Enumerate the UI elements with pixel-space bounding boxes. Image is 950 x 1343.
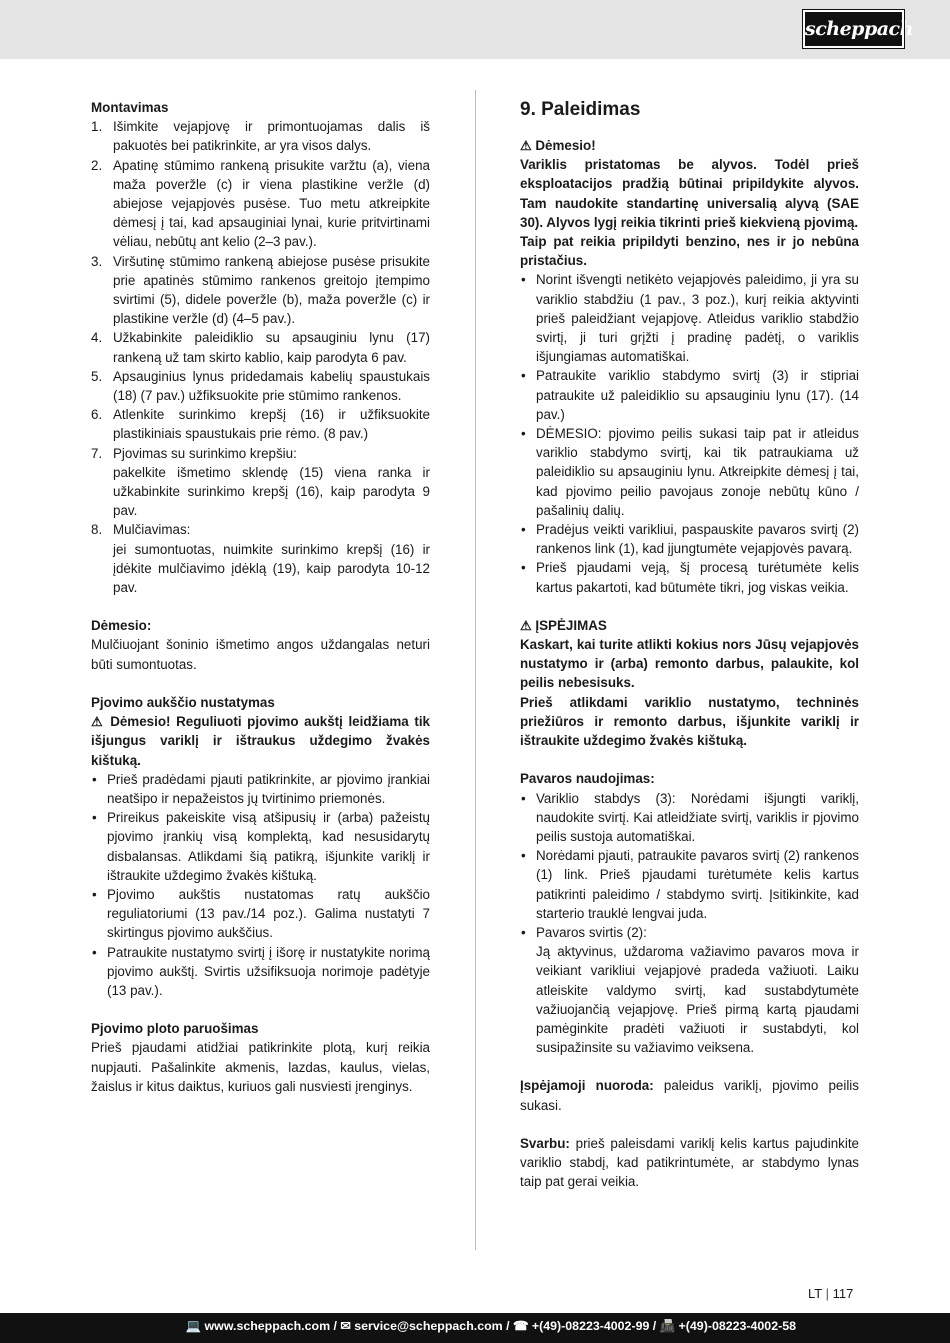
oil-notice: Variklis pristatomas be alyvos. Todėl prieš eksploatacijos pradžią būtinai pripildykite alyvos. Tam naudokite standartinę universalią alyvą (SAE 30). Alyvos lygį reikia tikrinti prieš kiekvieną pjovimą.: [520, 157, 859, 230]
warning-icon: ⚠: [520, 617, 532, 633]
ispejimas-heading: ⚠ ĮSPĖJIMAS: [520, 617, 607, 633]
pavaros-heading: Pavaros naudojimas:: [520, 771, 655, 787]
list-item: 3. Viršutinę stūmimo rankeną abiejose pusėse prisukite prie apatinės stūmimo rankenos greitojo įtempimo svirtimi (5), didele poveržle (b), maža poveržle (c) ir plastikine veržle (d) (4–5 pav.).: [91, 253, 430, 327]
pjovimo-aukstis-heading: Pjovimo aukščio nustatymas: [91, 694, 275, 710]
footer-bar: [0, 1313, 950, 1343]
list-item: • Patraukite nustatymo svirtį į išorę ir nustatykite norimą pjovimo aukštį. Svirtis užsifiksuoja norimoje padėtyje (13 pav.).: [91, 943, 430, 1001]
brand-logo: scheppach: [803, 10, 904, 48]
list-item: • Prieš pradėdami pjauti patikrinkite, ar pjovimo įrankiai neatšipo ir nepažeistos jų tvirtinimo priemonės.: [91, 770, 430, 808]
list-item: 4. Užkabinkite paleidiklio su apsauginiu lynu (17) rankeną už tam skirto kablio, kaip parodyta 6 pav.: [91, 330, 430, 365]
list-item: 7. Pjovimas su surinkimo krepšiu: pakelkite išmetimo sklendę (15) viena ranka ir užkabinkite surinkimo krepšį (16), kaip parodyta 9 pav.: [91, 445, 430, 519]
demesio-text: Mulčiuojant šoninio išmetimo angos uždangalas neturi būti sumontuotas.: [91, 637, 430, 672]
footer-contact: 💻 www.scheppach.com / ✉ service@scheppach.com / ☎ +(49)-08223-4002-99 / 📠 +(49)-08223-4002-58: [185, 1319, 796, 1333]
demesio-heading: ⚠ Dėmesio!: [520, 138, 596, 153]
warning-icon: ⚠: [91, 714, 105, 730]
list-item: 6. Atlenkite surinkimo krepšį (16) ir užfiksuokite plastikiniais spaustukais prie rėmo. (8 pav.): [91, 407, 430, 442]
list-item: • Prieš pjaudami veją, šį procesą turėtumėte kelis kartus pakartoti, kad būtumėte tikri, jog viskas veikia.: [520, 558, 859, 596]
list-item: • Norint išvengti netikėto vejapjovės paleidimo, ji yra su variklio stabdžiu (1 pav., 3 poz.), kurį reikia aktyvinti prieš paleidžiant vejapjovę. Atleidus variklio stabdžio svirtį, ji turi grįžti į pradinę padėtį, o variklis išjungiamas automatiškai.: [520, 270, 859, 366]
list-item: 1. Išimkite vejapjovę ir primontuojamas dalis iš pakuotės bei patikrinkite, ar yra visos dalys.: [91, 119, 430, 154]
plotas-text: Prieš pjaudami atidžiai patikrinkite plotą, kurį reikia nupjauti. Pašalinkite akmenis, lazdas, kaulus, vielas, žaislus ir kitus daiktus, kuriuos gali nusviesti įrenginys.: [91, 1040, 430, 1094]
fuel-notice: Taip pat reikia pripildyti benzino, nes ir jo nebūna pristačius.: [520, 234, 859, 269]
list-item: • DĖMESIO: pjovimo peilis sukasi taip pat ir atleidus variklio stabdymo svirtį, kai tik patraukiama už paleidiklio su apsauginiu lynu. Atkreipkite dėmesį į tai, kad pjovimo peilio pavojaus zonoje nebūtų kūno / pašalinių dalių.: [520, 424, 859, 520]
list-item: 8. Mulčiavimas: jei sumontuotas, nuimkite surinkimo krepšį (16) ir įdėkite mulčiavimo įdėklą (19), kaip parodyta 10-12 pav.: [91, 522, 430, 596]
list-item: • Norėdami pjauti, patraukite pavaros svirtį (2) rankenos (1) link. Prieš pjaudami turėtumėte kelis kartus patikrinti paleidimo / stabdymo svirtį. Įsitikinkite, kad starterio trauklė lengvai juda.: [520, 846, 859, 923]
list-item: • Prireikus pakeiskite visą atšipusių ir (arba) pažeistų pjovimo įrankių visą komplektą, kad nesusidarytų disbalansas. Atlikdami šią patikrą, išjunkite variklį ir ištraukite uždegimo žvakės kištuką.: [91, 808, 430, 885]
page-number: LT | 117: [808, 1286, 854, 1301]
plotas-heading: Pjovimo ploto paruošimas: [91, 1021, 259, 1037]
section-title: 9. Paleidimas: [520, 99, 641, 120]
aukstis-warning: ⚠ Dėmesio! Reguliuoti pjovimo aukštį leidžiama tik išjungus variklį ir ištraukus uždegimo žvakės kištuką.: [91, 714, 430, 768]
left-column: [91, 98, 430, 1096]
ispejamoji-nuoroda: Įspėjamoji nuoroda: paleidus variklį, pjovimo peilis sukasi.: [520, 1078, 859, 1113]
ispejimas-text-1: Kaskart, kai turite atlikti kokius nors Jūsų vejapjovės nustatymo ir (arba) remonto darbus, palaukite, kol peilis nebesisuks.: [520, 637, 859, 691]
paleidimas-list: [520, 270, 859, 596]
list-item: • Patraukite variklio stabdymo svirtį (3) ir stipriai patraukite už paleidiklio su apsauginiu lynu (17). (14 pav.): [520, 366, 859, 424]
demesio-heading: Dėmesio:: [91, 618, 152, 634]
aukstis-list: [91, 770, 430, 1000]
montavimas-heading: Montavimas: [91, 100, 169, 115]
list-item: • Variklio stabdys (3): Norėdami išjungti variklį, naudokite svirtį. Kai atleidžiate svirtį, variklis ir pjovimo peilis sustoja automatiškai.: [520, 789, 859, 847]
list-item: • Pradėjus veikti varikliui, paspauskite pavaros svirtį (2) rankenos link (1), kad įjungtumėte vejapjovės pavarą.: [520, 520, 859, 558]
warning-icon: ⚠: [520, 138, 532, 153]
column-divider: [475, 90, 476, 1250]
list-item: 5. Apsauginius lynus pridedamais kabelių spaustukais (18) (7 pav.) užfiksuokite prie stūmimo rankenos.: [91, 368, 430, 404]
list-item: • Pjovimo aukštis nustatomas ratų aukščio reguliatoriumi (13 pav./14 poz.). Galima nustatyti 7 skirtingus pjovimo aukščius.: [91, 885, 430, 943]
svarbu-note: Svarbu: prieš paleisdami variklį kelis kartus pajudinkite variklio stabdį, kad patikrintumėte, ar stabdymo lynas taip pat gerai veikia.: [520, 1135, 859, 1190]
ispejimas-text-2: Prieš atlikdami variklio nustatymo, techninės priežiūros ir remonto darbus, išjunkite variklį ir ištraukite uždegimo žvakės kištuką.: [520, 694, 859, 749]
list-item: • Pavaros svirtis (2): Ją aktyvinus, uždaroma važiavimo pavaros mova ir veikiant varikliui vejapjovė pradeda važiuoti. Laiku atleiskite valdymo svirtį, kad sustabdytumėte važiuojančią vejapjovę. Prieš pirmą kartą pjaudami pamėginkite pradėti važiuoti ir sustabdyti, kol susipažinsite su važiavimo veiksena.: [520, 923, 859, 1057]
list-item: 2. Apatinę stūmimo rankeną prisukite varžtu (a), viena maža poveržle (c) ir viena plastikine veržle (d) abiejose vejapjovės pusėse. Tuo metu atkreipkite dėmesį į tai, kad apsauginiai lynai, kurie pritvirtinami vėliau, nebūtų ant kelio (2–3 pav.).: [91, 157, 430, 250]
right-column: [520, 98, 859, 1191]
montavimas-list: [91, 117, 430, 597]
pavaros-list: [520, 789, 859, 1058]
